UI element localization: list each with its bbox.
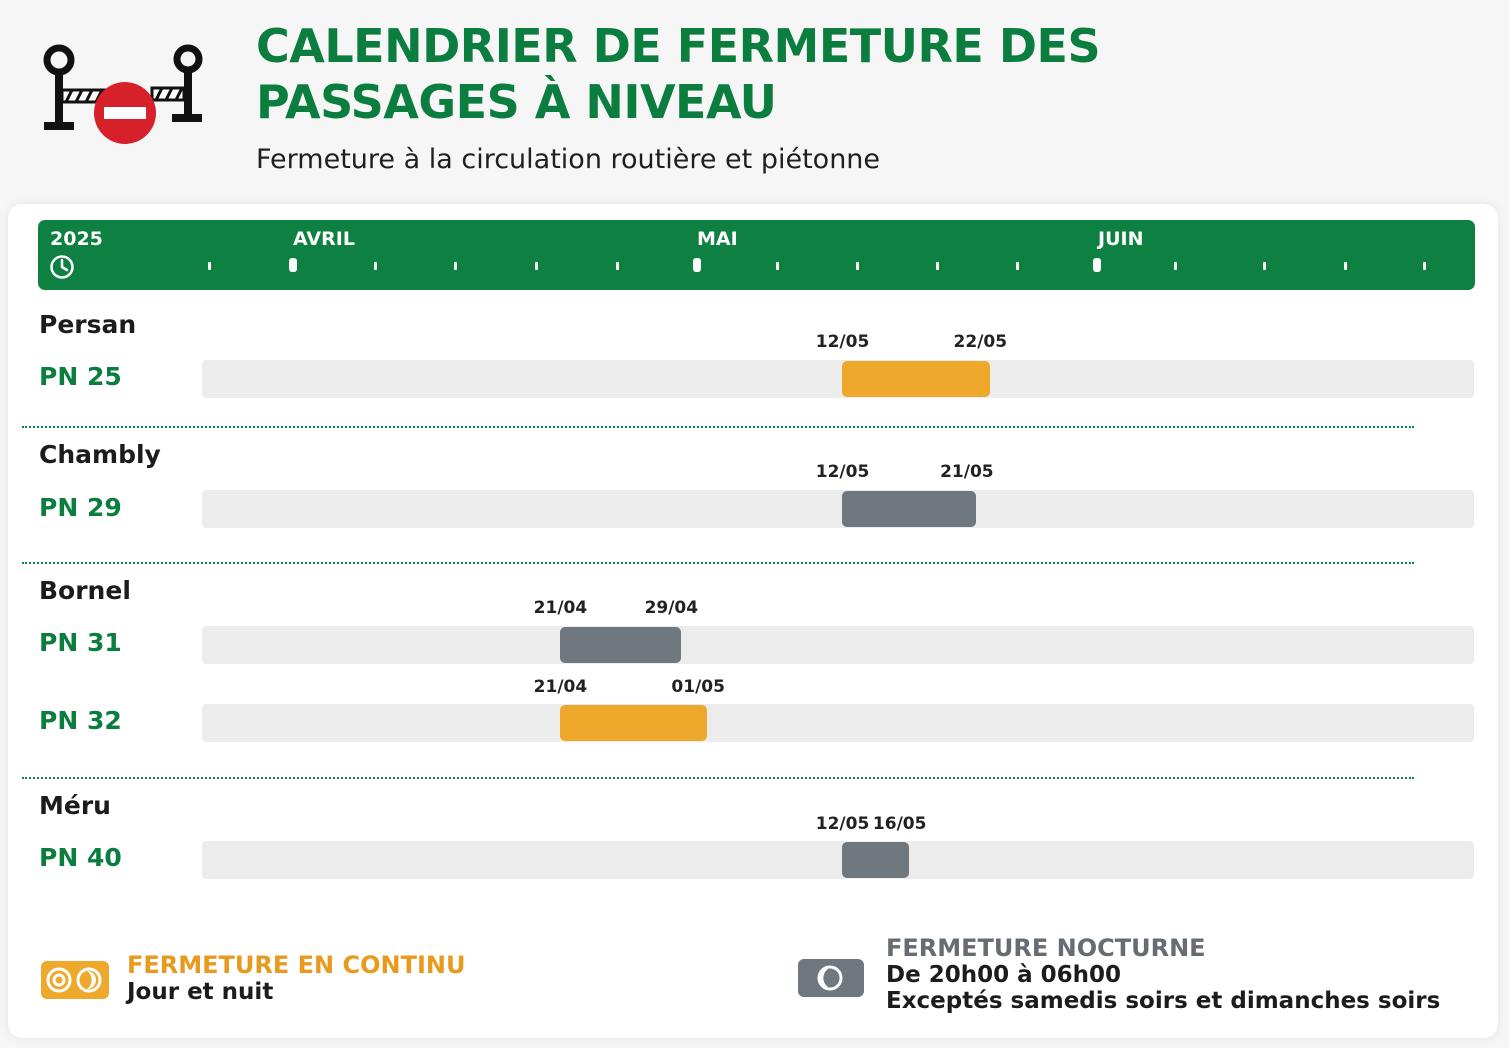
week-tick <box>374 262 377 270</box>
town-label-bornel: Bornel <box>39 576 131 605</box>
page-title: CALENDRIER DE FERMETURE DES PASSAGES À NIVEAU <box>256 19 1101 129</box>
end-date-pn-40: 16/05 <box>872 814 927 834</box>
section-divider <box>22 777 1414 779</box>
closure-bar-pn-29 <box>842 491 976 527</box>
start-date-pn-40: 12/05 <box>815 814 870 834</box>
closure-bar-pn-25 <box>842 361 990 397</box>
closure-bar-pn-31 <box>560 627 681 663</box>
town-label-meru: Méru <box>39 791 111 820</box>
pn-label-40: PN 40 <box>39 843 122 872</box>
end-date-pn-25: 22/05 <box>953 332 1008 352</box>
month-label-juin: JUIN <box>1098 228 1144 250</box>
month-tick <box>1093 258 1101 272</box>
clock-icon <box>49 254 75 280</box>
legend-continuous-title: FERMETURE EN CONTINU <box>127 951 466 979</box>
month-label-mai: MAI <box>697 228 738 250</box>
section-divider <box>22 426 1414 428</box>
week-tick <box>454 262 457 270</box>
start-date-pn-29: 12/05 <box>815 462 870 482</box>
month-label-avril: AVRIL <box>293 228 355 250</box>
week-tick <box>1423 262 1426 270</box>
sun-moon-icon <box>41 961 109 999</box>
week-tick <box>535 262 538 270</box>
pn-label-31: PN 31 <box>39 628 122 657</box>
section-divider <box>22 562 1414 564</box>
week-tick <box>208 262 211 270</box>
start-date-pn-31: 21/04 <box>533 598 588 618</box>
legend-continuous-subtitle: Jour et nuit <box>127 979 274 1005</box>
end-date-pn-29: 21/05 <box>940 462 994 482</box>
week-tick <box>616 262 619 270</box>
pn-label-29: PN 29 <box>39 493 122 522</box>
legend-nocturnal-hours: De 20h00 à 06h00 <box>886 962 1122 988</box>
timeline-year: 2025 <box>50 228 103 250</box>
page-subtitle: Fermeture à la circulation routière et piétonne <box>256 144 881 175</box>
track-pn-31 <box>202 626 1474 664</box>
start-date-pn-25: 12/05 <box>815 332 870 352</box>
legend-nocturnal-exceptions: Exceptés samedis soirs et dimanches soirs <box>886 988 1441 1014</box>
closure-bar-pn-32 <box>560 705 708 741</box>
moon-icon <box>798 959 864 997</box>
level-crossing-icon <box>40 42 210 147</box>
track-pn-32 <box>202 704 1474 742</box>
legend-nocturnal-title: FERMETURE NOCTURNE <box>886 934 1206 962</box>
start-date-pn-32: 21/04 <box>533 677 588 697</box>
week-tick <box>1263 262 1266 270</box>
calendar-panel <box>8 204 1498 1038</box>
week-tick <box>856 262 859 270</box>
week-tick <box>776 262 779 270</box>
track-pn-40 <box>202 841 1474 879</box>
town-label-chambly: Chambly <box>39 440 161 469</box>
end-date-pn-31: 29/04 <box>644 598 699 618</box>
week-tick <box>936 262 939 270</box>
week-tick <box>1016 262 1019 270</box>
month-tick <box>289 258 297 272</box>
week-tick <box>1344 262 1347 270</box>
pn-label-25: PN 25 <box>39 362 122 391</box>
town-label-persan: Persan <box>39 310 137 339</box>
end-date-pn-32: 01/05 <box>671 677 725 697</box>
track-pn-29 <box>202 490 1474 528</box>
timeline-header <box>38 220 1475 290</box>
month-tick <box>693 258 701 272</box>
week-tick <box>1174 262 1177 270</box>
track-pn-25 <box>202 360 1474 398</box>
pn-label-32: PN 32 <box>39 706 122 735</box>
closure-bar-pn-40 <box>842 842 909 878</box>
